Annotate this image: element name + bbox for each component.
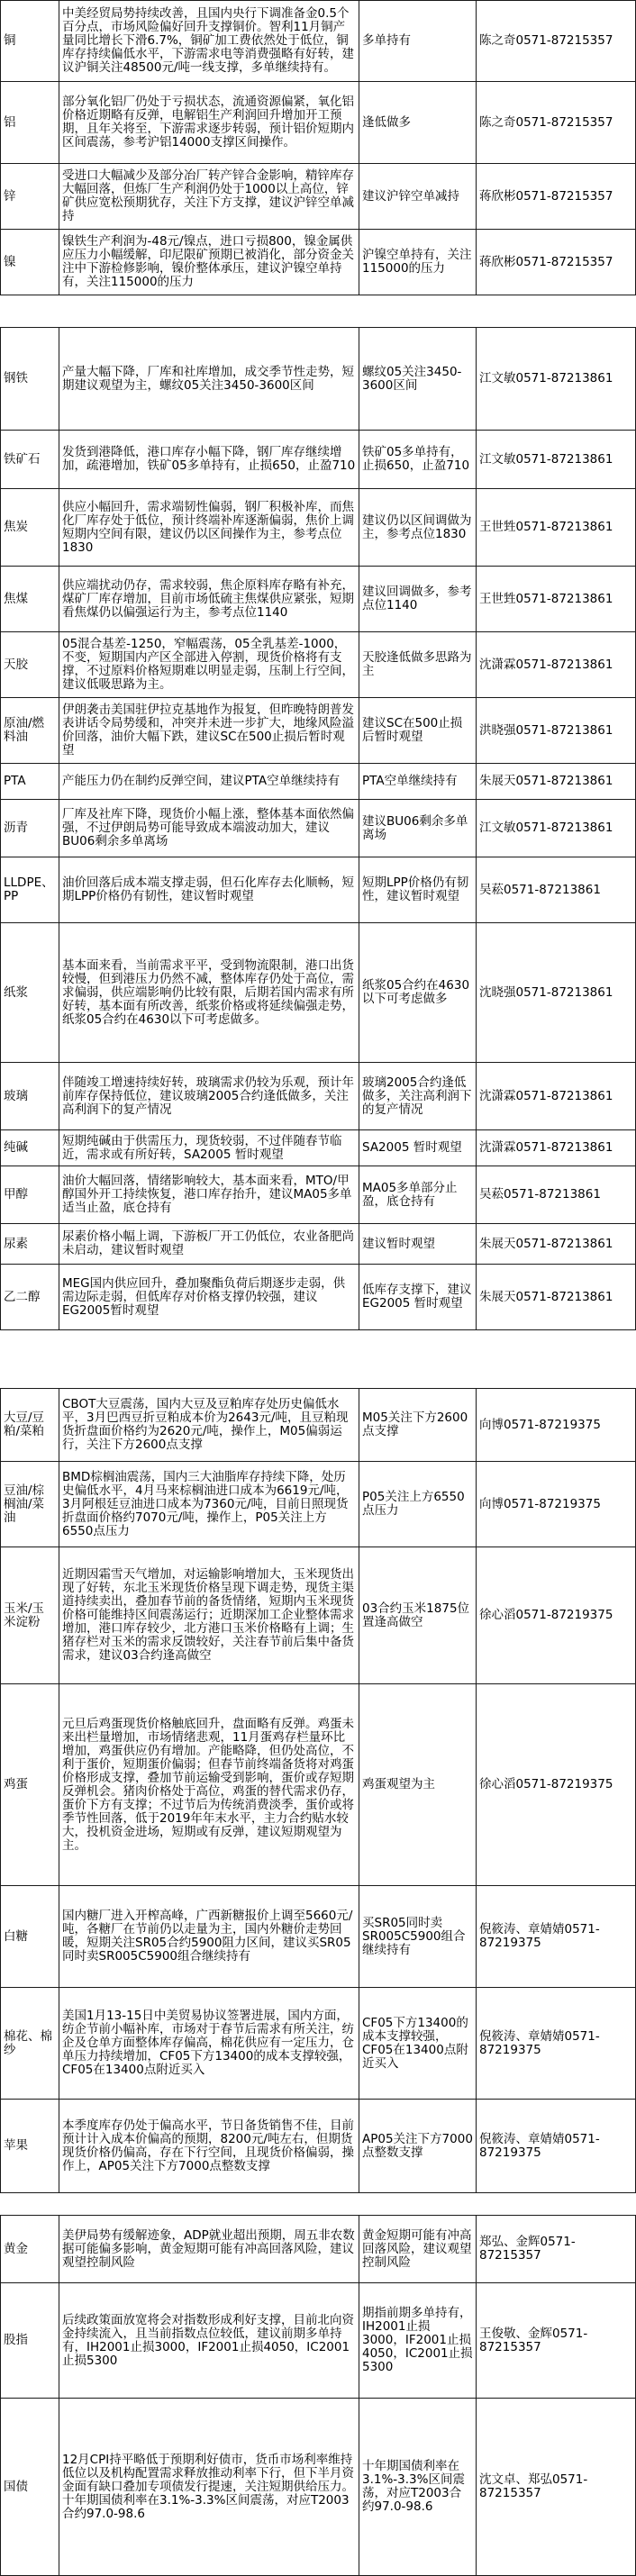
analyst-contact: 吴菘0571-87213861 [479,1187,601,1202]
analyst-contact: 洪晓强0571-87213861 [479,722,613,738]
analysis-text: 部分氧化铝厂仍处于亏损状态，流通资源偏紧，氧化铝价格近期略有反弹，电解铝生产利润回升增加开工预期，且年关将至，下游需求逐步转弱，预计铝价短期内区间震荡，参考沪铝14000支撑区间操作。 [62,95,354,150]
strategy-text: M05关注下方2600点支撑 [362,1410,468,1438]
strategy-text-cell [359,82,477,163]
analysis-text: 尿素价格小幅上调，下游板厂开工仍低位，农业备肥尚未启动，建议暂时观望 [62,1229,354,1257]
commodity-name-cell [0,2399,59,2575]
analyst-contact: 沈晓强0571-87213861 [479,984,613,1000]
strategy-text: 天胶逢低做多思路为主 [362,650,472,678]
commodity-name: 玻璃 [4,1088,28,1103]
analysis-text: 基本面来看，当前需求平平，受到物流限制，港口出货较慢，但到港压力仍然不减，整体库存仍处于高位，需求偏弱，供应端影响仍比较有限，后期若国内需求有所好转，基本面有所改善，纸浆价格或将延续偏强走势，纸浆05合约在4630以下可考虑做多。 [62,957,354,1027]
strategy-text-cell [359,923,477,1062]
strategy-text-cell [359,1166,477,1223]
analysis-text: 厂库及社库下降，现货价小幅上涨，整体基本面依然偏强，不过伊朗局势可能导致成本端波动加大，建议BU06剩余多单离场 [62,807,354,848]
commodity-name: 甲醇 [4,1187,28,1202]
strategy-text-cell [359,1547,477,1683]
commodity-name-cell [0,2216,59,2282]
analysis-text: 本季度库存仍处于偏高水平，节日备货销售不佳，目前预计计入成本价偏高的预期，8200元/吨左右，但期货现货价格仍偏高，存在下行空间，且现货价格偏弱，操作上，AP05关注下方7000点整数支撑 [62,2118,354,2173]
commodity-name-cell [0,328,59,430]
strategy-text-cell [359,230,477,295]
analysis-text-cell [59,800,359,857]
commodity-name: 纸浆 [4,984,28,1000]
commodity-name-cell [0,2283,59,2398]
analysis-text: 美国1月13-15日中美贸易协议签署进展，国内方面，纺企节前小幅补库，市场对于春节后需求有所关注，纺企及仓单方面整体库存偏高，棉花供应有一定压力，仓单压力持续增加，CF05下方13400的成本支撑较强，CF05在13400点附近买入 [62,2009,354,2077]
strategy-text-cell [359,1265,477,1329]
analyst-contact: 陈之奇0571-87215357 [479,114,613,130]
analyst-contact-cell [477,82,636,163]
commodity-row [0,1988,636,2100]
analysis-text-cell [59,1,359,81]
commodity-name-cell [0,1265,59,1329]
strategy-text-cell [359,764,477,799]
analysis-text-cell [59,764,359,799]
strategy-text-cell [359,1462,477,1547]
analysis-text: 产量大幅下降，厂库和社库增加，成交季节性走势，短期建议观望为主，螺纹05关注3450-3600区间 [62,364,354,393]
section-spacer [0,1330,636,1388]
commodity-name: 铜 [4,33,16,48]
analysis-text: 产能压力仍在制约反弹空间，建议PTA空单继续持有 [62,774,341,788]
strategy-text: 多单持有 [362,33,411,48]
commodity-name: 沥青 [4,821,28,835]
commodity-name-cell [0,632,59,697]
commodity-name: 铁矿石 [4,451,41,467]
analyst-contact-cell [477,2216,636,2282]
commodity-name-cell [0,1886,59,1987]
analysis-text: 后续政策面放宽将会对指数形成利好支撑，目前北向资金持续流入，且当前指数点位较低，建议前期多单持有，IH2001止损3000，IF2001止损4050，IC2001止损5300 [62,2312,354,2368]
analyst-contact: 江文敏0571-87213861 [479,451,613,467]
strategy-text-cell [359,431,477,488]
analyst-contact-cell [477,328,636,430]
commodity-name-cell [0,800,59,857]
commodity-row [0,1224,636,1265]
strategy-text: 十年期国债利率在3.1%-3.3%区间震荡，对应T2003合约97.0-98.6 [362,2459,465,2514]
analyst-contact: 沈潇霖0571-87213861 [479,1140,613,1155]
strategy-text: 建议BU06剩余多单离场 [362,813,468,842]
commodity-name-cell [0,857,59,922]
strategy-text-cell [359,164,477,229]
analysis-text: 近期因霜雪天气增加，对运输影响增加大，玉米现货出现了好转，东北玉米现货价格呈现下调走势，现货主渠道持续卖出，叠加春节前的备货情绪，短期内玉米现货价格可能维持区间震荡运行；近期深加工企业整体需求增加，港口库存较少，北方港口玉米价格略有上调；生猪存栏对玉米的需求反馈较好，关注春节前后集中备货需求，建议03合约逢高做空 [62,1567,354,1663]
commodity-name: 天胶 [4,657,28,672]
analyst-contact-cell [477,2100,636,2192]
analyst-contact-cell [477,1684,636,1885]
analysis-text-cell [59,632,359,697]
commodity-name: 尿素 [4,1236,28,1251]
analysis-text: 受进口大幅减少及部分冶厂转产锌合金影响，精锌库存大幅回落，但炼厂生产利润仍处于1000以上高位，锌矿供应宽松预期犹存，关注下方支撑，建议沪锌空单减持 [62,168,354,223]
analyst-contact-cell [477,2399,636,2575]
analysis-text: 12月CPI持平略低于预期利好债市，货币市场利率维持低位以及机构配置需求释放推动利率下行，但下半月资金面有缺口叠加专项债发行提速，关注短期供给压力。十年期国债利率在3.1%-3.3%区间震荡，对应T2003合约97.0-98.6 [62,2452,354,2521]
strategy-text: 逢低做多 [362,114,411,130]
strategy-text: 铁矿05多单持有，止损650，止盈710 [362,445,470,473]
analysis-text-cell [59,328,359,430]
commodity-row [0,82,636,164]
commodity-name-cell [0,1224,59,1264]
strategy-text-cell [359,1988,477,2099]
commodity-name-cell [0,431,59,488]
analyst-contact: 朱展天0571-87213861 [479,1289,613,1304]
strategy-text-cell [359,1063,477,1129]
commodity-name-cell [0,1684,59,1885]
analysis-text: 伊朗袭击美国驻伊拉克基地作为报复，但昨晚特朗普发表讲话令局势缓和，冲突并未进一步扩大，地缘风险溢价回落，油价大幅下跌，建议SC在500止损后暂时观望 [62,703,354,757]
commodity-row [0,0,636,82]
analysis-text: BMD棕榈油震荡，国内三大油脂库存持续下降，处历史偏低水平，4月马来棕榈油进口成本为6619元/吨，3月阿根廷豆油进口成本为7360元/吨，目前日照现货折盘面价格约7070元/吨，操作上，P05关注上方6550点压力 [62,1469,349,1538]
strategy-text-cell [359,857,477,922]
strategy-text-cell [359,1130,477,1166]
analyst-contact: 向博0571-87219375 [479,1417,601,1432]
commodity-row [0,230,636,295]
section-spacer [0,295,636,327]
strategy-text-cell [359,1224,477,1264]
analyst-contact: 沈文卓、郑弘0571-87215357 [479,2472,588,2500]
strategy-text-cell [359,698,477,763]
strategy-text-cell [359,567,477,631]
analyst-contact-cell [477,1988,636,2099]
analyst-contact-cell [477,1224,636,1264]
analyst-contact: 沈潇霖0571-87213861 [479,1088,613,1103]
analyst-contact-cell [477,1462,636,1547]
commodity-row [0,698,636,764]
commodity-name-cell [0,1389,59,1461]
strategy-text-cell [359,2283,477,2398]
commodity-name: 镍 [4,254,16,269]
strategy-text: 鸡蛋观望为主 [362,1777,435,1791]
commodity-name: 乙二醇 [4,1289,41,1304]
analyst-contact-cell [477,230,636,295]
analyst-contact-cell [477,800,636,857]
analysis-text: 国内糖厂进入开榨高峰，广西新糖报价上调至5660元/吨，各糖厂在节前仍以走量为主，国内外糖价走势回暖，短期关注SR05合约5900阻力区间，建议买SR05同时卖SR005C5900组合继续持有 [62,1909,353,1964]
strategy-text: 螺纹05关注3450-3600区间 [362,364,462,393]
analysis-text: CBOT大豆震荡，国内大豆及豆粕库存处历史偏低水平，3月巴西豆折豆粕成本价为2643元/吨，且豆粕现货折盘面价格约为2620元/吨，操作上，M05偏弱运行，关注下方2600点支撑 [62,1397,349,1452]
analysis-text-cell [59,1265,359,1329]
analyst-contact: 王世甡0571-87213861 [479,520,613,534]
strategy-text: 黄金短期可能有冲高回落风险，建议观望控制风险 [362,2227,472,2270]
commodity-name: LLDPE、PP [4,875,54,903]
analysis-text: 油价大幅回落，情绪影响较大，基本面来看，MTO/甲醇国外开工持续恢复，港口库存抬升，建议MA05多单适当止盈，底仓持有 [62,1174,352,1215]
commodity-name-cell [0,1166,59,1223]
commodity-row [0,1462,636,1547]
analysis-text: 短期纯碱由于供需压力，现货较弱，不过伴随春节临近，需求或有所好转，SA2005 暂时观望 [62,1133,342,1162]
analysis-text-cell [59,1389,359,1461]
strategy-text: 建议沪锌空单减持 [362,188,459,204]
table-section [0,0,636,295]
strategy-text: 低库存支撑下，建议EG2005 暂时观望 [362,1283,472,1311]
strategy-text: 03合约玉米1875位置逢高做空 [362,1601,470,1629]
analysis-text-cell [59,1224,359,1264]
commodity-name-cell [0,82,59,163]
analyst-contact-cell [477,1389,636,1461]
commodity-row [0,327,636,431]
analysis-text: 发货到港降低，港口库存小幅下降，钢厂库存继续增加，疏港增加，铁矿05多单持有，止损650，止盈710 [62,445,356,473]
strategy-text-cell [359,489,477,566]
analysis-text-cell [59,698,359,763]
analyst-contact-cell [477,431,636,488]
strategy-text: P05关注上方6550点压力 [362,1490,465,1518]
analyst-contact-cell [477,698,636,763]
analyst-contact: 王俊敬、金辉0571-87215357 [479,2326,588,2354]
analyst-contact: 徐心滔0571-87219375 [479,1777,613,1791]
strategy-text: 建议回调做多，参考点位1140 [362,585,472,612]
analysis-text-cell [59,2399,359,2575]
strategy-text: SA2005 暂时观望 [362,1140,462,1155]
commodity-name: 豆油/棕榈油/菜油 [4,1483,45,1525]
commodity-name: 钢铁 [4,371,28,385]
table-section [0,1388,636,2193]
analysis-text-cell [59,230,359,295]
commodity-row [0,923,636,1063]
commodity-name-cell [0,1130,59,1166]
section-spacer [0,2193,636,2215]
analysis-text: 元旦后鸡蛋现货价格触底回升，盘面略有反弹。鸡蛋未来出栏量增加，市场情绪悲观，11月蛋鸡存栏量环比增加，鸡蛋供应仍有增加。产能略降，但仍处高位，不利于蛋价，短期蛋价偏弱；但春节前终端备货将对鸡蛋价格形成支撑，叠加节前运输受到影响，蛋价或存短期反弹机会。猪肉价格处于高位，鸡蛋的替代需求仍存，蛋价下方有支撑；不过节后为传统消费淡季，蛋价或将季节性回落，低于2019年年末水平，主力合约贴水较大，投机资金进场，短期或有反弹，建议短期观望为主。 [62,1716,354,1853]
analyst-contact: 朱展天0571-87213861 [479,1236,613,1251]
analysis-text: 供应小幅回升，需求端韧性偏弱，钢厂积极补库，而焦化厂库存处于低位，预计终端补库逐渐偏弱，焦价上调短期内空间有限，建议仍以区间操作为主，参考点位1830 [62,499,354,555]
analyst-contact-cell [477,2283,636,2398]
analysis-text: 伴随竣工增速持续好转，玻璃需求仍较为乐观，预计年前库存保持低位，建议玻璃2005合约逢低做多，关注高利润下的复产情况 [62,1075,354,1117]
commodity-name: 锌 [4,188,16,204]
commodity-row [0,567,636,632]
analyst-contact-cell [477,923,636,1062]
analyst-contact: 江文敏0571-87213861 [479,821,613,835]
strategy-text: CF05下方13400的成本支撑较强，CF05在13400点附近买入 [362,2015,468,2071]
analysis-text-cell [59,489,359,566]
analysis-text-cell [59,1462,359,1547]
analyst-contact: 蒋欣彬0571-87215357 [479,254,613,269]
commodity-name: 棉花、棉纱 [4,2028,52,2057]
commodity-name: 焦煤 [4,591,28,606]
analysis-text: 油价回落后成本端支撑走弱，但石化库存去化顺畅，短期LPP价格仍有韧性，建议暂时观望 [62,875,354,903]
commodity-name-cell [0,164,59,229]
commodity-name: 黄金 [4,2241,28,2256]
commodity-name-cell [0,764,59,799]
commodity-row [0,1886,636,1988]
commodity-row [0,1166,636,1224]
analyst-contact-cell [477,632,636,697]
strategy-text: AP05关注下方7000点整数支撑 [362,2131,473,2160]
strategy-text-cell [359,2216,477,2282]
analyst-contact-cell [477,1547,636,1683]
commodity-name-cell [0,567,59,631]
commodity-name: 苹果 [4,2138,28,2153]
strategy-text: 建议暂时观望 [362,1236,435,1251]
commodity-row [0,2399,636,2576]
strategy-text: 纸浆05合约在4630以下可考虑做多 [362,978,470,1006]
strategy-text: MA05多单部分止盈，底仓持有 [362,1180,458,1209]
commodity-row [0,2283,636,2399]
analysis-text-cell [59,857,359,922]
commodity-row [0,1547,636,1684]
analyst-contact: 徐心滔0571-87219375 [479,1608,613,1622]
analyst-contact: 朱展天0571-87213861 [479,774,613,788]
strategy-text: 买SR05同时卖SR005C5900组合继续持有 [362,1915,466,1957]
strategy-text-cell [359,328,477,430]
analyst-contact-cell [477,1063,636,1129]
analyst-contact: 吴菘0571-87213861 [479,882,601,897]
commodity-name: PTA [4,774,26,788]
analysis-text-cell [59,2216,359,2282]
table-section [0,2215,636,2576]
commodity-name-cell [0,1988,59,2099]
strategy-text-cell [359,2100,477,2192]
strategy-text-cell [359,1389,477,1461]
analyst-contact: 江文敏0571-87213861 [479,371,613,385]
commodity-row [0,1130,636,1166]
strategy-text-cell [359,2399,477,2575]
analyst-contact: 沈潇霖0571-87213861 [479,657,613,672]
commodity-row [0,1388,636,1462]
commodity-name-cell [0,1,59,81]
strategy-text: 建议SC在500止损后暂时观望 [362,716,463,744]
commodity-name: 铝 [4,114,16,130]
analysis-text: MEG国内供应回升，叠加聚酯负荷后期逐步走弱，供需边际走弱，但低库存对价格支撑仍较强，建议EG2005暂时观望 [62,1275,346,1318]
commodity-row [0,632,636,698]
analyst-contact-cell [477,164,636,229]
analysis-text: 美伊局势有缓解迹象，ADP就业超出预期，周五非农数据可能偏多影响，黄金短期可能有冲高回落风险，建议观望控制风险 [62,2227,355,2270]
commodity-row [0,857,636,923]
analyst-contact: 陈之奇0571-87215357 [479,33,613,48]
analysis-text-cell [59,1166,359,1223]
analyst-contact: 倪筱涛、章婧婧0571-87219375 [479,2131,600,2160]
analyst-contact: 郑弘、金辉0571-87215357 [479,2235,576,2263]
strategy-text-cell [359,800,477,857]
commodity-name: 白糖 [4,1928,28,1944]
commodity-row [0,164,636,230]
commodity-name: 原油/燃料油 [4,716,45,744]
commodity-row [0,1063,636,1130]
analysis-text: 镍铁生产利润为-48元/镍点，进口亏损800，镍金属供应压力小幅缓解，印尼限矿预期已被消化，部分资金关注中下游检修影响，镍价整体承压，建议沪镍空单持有，关注115000的压力 [62,234,354,289]
commodity-row [0,1684,636,1886]
analysis-text-cell [59,567,359,631]
analysis-text-cell [59,2100,359,2192]
analysis-text-cell [59,2283,359,2398]
commodity-name: 鸡蛋 [4,1777,28,1791]
strategy-text: 期指前期多单持有，IH2001止损3000，IF2001止损4050，IC2001止损5300 [362,2306,473,2374]
strategy-text: 玻璃2005合约逢低做多，关注高利润下的复产情况 [362,1075,472,1117]
strategy-text-cell [359,1886,477,1987]
analyst-contact-cell [477,1265,636,1329]
analysis-text-cell [59,1547,359,1683]
analyst-contact: 王世甡0571-87213861 [479,591,613,606]
analysis-text: 供应端扰动仍存，需求较弱，焦企原料库存略有补充，煤矿厂库存增加，目前市场低硫主焦煤供应紧张，短期看焦煤仍以偏强运行为主，参考点位1140 [62,577,354,620]
analysis-text-cell [59,431,359,488]
analysis-text-cell [59,1886,359,1987]
analysis-text-cell [59,1130,359,1166]
analysis-text-cell [59,1684,359,1885]
strategy-text: PTA空单继续持有 [362,774,458,788]
commodity-name-cell [0,923,59,1062]
analyst-contact: 向博0571-87219375 [479,1496,601,1511]
commodity-row [0,764,636,800]
commodity-name-cell [0,1063,59,1129]
strategy-text: 短期LPP价格仍有韧性，建议暂时观望 [362,875,469,903]
strategy-text-cell [359,1684,477,1885]
analyst-contact-cell [477,1886,636,1987]
analysis-text: 中美经贸局势持续改善，且国内央行下调准备金0.5个百分点，市场风险偏好回升支撑铜价。智利11月铜产量同比增长下滑6.7%，铜矿加工费依然处于低位，铜库存持续偏低水平，下游需求电等消费强略有好转，建议沪铜关注48500元/吨一线支撑，多单继续持有。 [62,6,354,75]
table-section [0,327,636,1330]
commodity-row [0,2100,636,2193]
analyst-contact: 倪筱涛、章婧婧0571-87219375 [479,2028,600,2057]
commodity-name: 焦炭 [4,520,28,534]
commodity-row [0,489,636,567]
commodity-name-cell [0,1462,59,1547]
strategy-text: 沪镍空单持有，关注115000的压力 [362,248,472,276]
strategy-text-cell [359,1,477,81]
analysis-text: 05混合基差-1250，窄幅震荡，05全乳基差-1000，不变，短期国内产区全部进入停割，现货价格将有支撑，不过原料价格短期难以明显走弱，压制上行空间，建议低吸思路为主。 [62,637,354,692]
analyst-contact-cell [477,489,636,566]
commodity-name-cell [0,230,59,295]
analyst-contact-cell [477,567,636,631]
analyst-contact: 倪筱涛、章婧婧0571-87219375 [479,1922,600,1950]
analyst-contact-cell [477,1166,636,1223]
commodity-name: 玉米/玉米淀粉 [4,1601,45,1629]
commodity-name: 大豆/豆粕/菜粕 [4,1410,45,1438]
commodity-name-cell [0,1547,59,1683]
analyst-contact-cell [477,1130,636,1166]
analysis-text-cell [59,82,359,163]
commodity-row [0,1265,636,1330]
analyst-contact: 蒋欣彬0571-87215357 [479,188,613,204]
analyst-contact-cell [477,857,636,922]
commodity-row [0,800,636,857]
analysis-text-cell [59,1988,359,2099]
commodity-name: 纯碱 [4,1140,28,1155]
commodity-name-cell [0,489,59,566]
commodity-row [0,2215,636,2283]
analysis-text-cell [59,164,359,229]
analyst-contact-cell [477,764,636,799]
strategy-text-cell [359,632,477,697]
analysis-text-cell [59,1063,359,1129]
commodity-name: 股指 [4,2333,28,2347]
analysis-text-cell [59,923,359,1062]
commodity-name-cell [0,698,59,763]
commodity-name: 国债 [4,2479,28,2494]
strategy-text: 建议仍以区间调做为主，参考点位1830 [362,512,472,541]
analyst-contact-cell [477,1,636,81]
commodity-row [0,431,636,489]
commodity-name-cell [0,2100,59,2192]
